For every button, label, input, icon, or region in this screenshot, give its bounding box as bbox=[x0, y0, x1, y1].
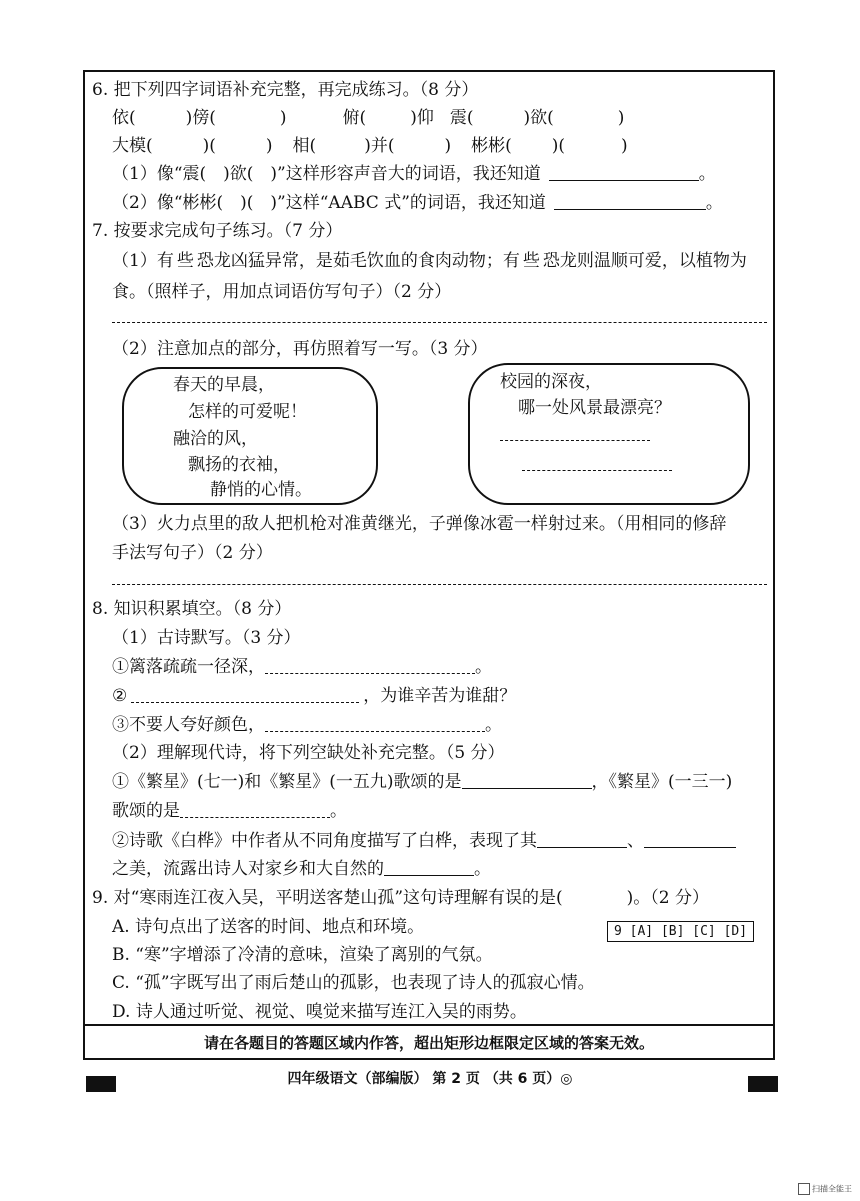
answer-blank[interactable] bbox=[462, 770, 592, 789]
q6-word: ) bbox=[621, 136, 628, 156]
poem-line: ③不要人夸好颜色， bbox=[112, 715, 265, 735]
q7-s1-text: 恐龙则温顺可爱，以植物为 bbox=[542, 251, 747, 271]
q7-s2: （2）注意加点的部分，再仿照着写一写。（3 分） bbox=[112, 339, 488, 359]
period: 。 bbox=[698, 164, 716, 184]
answer-blank[interactable] bbox=[265, 655, 475, 674]
fill-text: 之美，流露出诗人对家乡和大自然的 bbox=[112, 859, 384, 879]
answer-blank[interactable] bbox=[384, 857, 474, 876]
q6-sub2-text: （2）像“彬彬( )( )”这样“AABC 式”的词语，我还知道 bbox=[112, 193, 546, 213]
q6-word: )( bbox=[551, 136, 565, 156]
q8-poem-1 bbox=[112, 655, 492, 679]
fill-text: 、 bbox=[627, 831, 644, 851]
answer-blank[interactable] bbox=[644, 829, 736, 848]
q7-s1-line2: 食。（照样子，用加点词语仿写句子）（2 分） bbox=[112, 282, 452, 302]
answer-line[interactable] bbox=[112, 322, 767, 323]
dotted-word-youxie: 有些 bbox=[502, 251, 543, 271]
q6-word: )傍( bbox=[185, 108, 216, 128]
q9-option-c: C. “孤”字既写出了雨后楚山的孤影，也表现了诗人的孤寂心情。 bbox=[112, 973, 595, 993]
answer-bubble-box[interactable]: 9 [A] [B] [C] [D] bbox=[607, 921, 754, 942]
q6-word: ) bbox=[444, 136, 452, 156]
q6-word: )( bbox=[202, 136, 216, 156]
page-footer: 四年级语文（部编版） 第 2 页 （共 6 页）◎ bbox=[287, 1071, 573, 1087]
watermark-text: 扫描全能王 bbox=[812, 1184, 852, 1194]
fill-text: ，《繁星》(一三一) bbox=[591, 772, 733, 792]
q6-word: 俯( bbox=[342, 108, 367, 128]
bubble-answer-line[interactable] bbox=[522, 470, 672, 471]
q6-word: )欲( bbox=[523, 108, 554, 128]
period: 。 bbox=[485, 715, 502, 735]
dotted-word-youxie: 有些 bbox=[156, 251, 197, 271]
q7-s1-text: 恐龙凶猛异常，是茹毛饮血的食肉动物； bbox=[196, 251, 503, 271]
scanner-watermark bbox=[798, 1183, 852, 1195]
q9-title bbox=[92, 886, 709, 910]
q8-s2: （2）理解现代诗，将下列空缺处补充完整。（5 分） bbox=[112, 743, 505, 763]
bubble-line: 融洽的风， bbox=[173, 429, 258, 449]
q6-word: ) bbox=[265, 136, 273, 156]
bubble-line: 静悄的心情。 bbox=[210, 480, 312, 500]
bubble-line: 怎样的可爱呢！ bbox=[188, 402, 307, 422]
fill-text: ①《繁星》(七一)和《繁星》(一五九)歌颂的是 bbox=[112, 772, 462, 792]
q8-fill-1 bbox=[112, 770, 732, 794]
q7-s3-line2: 手法写句子）（2 分） bbox=[112, 543, 273, 563]
q9-option-b: B. “寒”字增添了冷清的意味，渲染了离别的气氛。 bbox=[112, 945, 493, 965]
bubble-answer-line[interactable] bbox=[500, 440, 650, 441]
answer-blank[interactable] bbox=[131, 684, 359, 703]
q8-fill-2 bbox=[112, 829, 736, 853]
q6-word: )仰 bbox=[410, 108, 434, 128]
q7-s3-line1: （3）火力点里的敌人把机枪对准黄继光，子弹像冰雹一样射过来。（用相同的修辞 bbox=[112, 514, 727, 534]
q9-option-a: A. 诗句点出了送客的时间、地点和环境。 bbox=[112, 917, 425, 937]
q6-sub1-text: （1）像“震( )欲( )”这样形容声音大的词语，我还知道 bbox=[112, 164, 541, 184]
answer-blank[interactable] bbox=[554, 191, 706, 210]
fill-text: ②诗歌《白桦》中作者从不同角度描写了白桦，表现了其 bbox=[112, 831, 537, 851]
q6-word: 相( bbox=[292, 136, 317, 156]
q8-fill-2b bbox=[112, 857, 491, 881]
answer-blank[interactable] bbox=[180, 799, 330, 818]
q9-option-d: D. 诗人通过听觉、视觉、嗅觉来描写连江入吴的雨势。 bbox=[112, 1002, 527, 1022]
q6-word: 依( bbox=[112, 108, 136, 128]
q8-s1: （1）古诗默写。（3 分） bbox=[112, 628, 301, 648]
period: 。 bbox=[475, 657, 492, 677]
q6-word: )并( bbox=[364, 136, 395, 156]
answer-line[interactable] bbox=[112, 584, 767, 585]
q6-word: 大模( bbox=[112, 136, 153, 156]
q6-word: ) bbox=[279, 108, 287, 128]
q6-row1 bbox=[112, 106, 624, 130]
q7-s1-line1 bbox=[112, 249, 747, 273]
q8-fill-1b bbox=[112, 799, 347, 823]
q6-title: 6. 把下列四字词语补充完整，再完成练习。（8 分） bbox=[92, 80, 479, 100]
q6-sub1 bbox=[112, 162, 716, 186]
answer-area-notice: 请在各题目的答题区域内作答，超出矩形边框限定区域的答案无效。 bbox=[85, 1024, 773, 1058]
bubble-line: 校园的深夜， bbox=[500, 372, 602, 392]
poem-line: ，为谁辛苦为谁甜？ bbox=[363, 686, 517, 706]
fill-text: 。 bbox=[474, 859, 491, 879]
q6-word: 彬彬( bbox=[471, 136, 512, 156]
answer-blank[interactable] bbox=[537, 829, 627, 848]
q8-poem-2 bbox=[112, 684, 516, 708]
q6-word: 震( bbox=[449, 108, 474, 128]
scanner-app-icon bbox=[798, 1183, 810, 1195]
q8-poem-3 bbox=[112, 713, 502, 737]
answer-blank[interactable] bbox=[265, 713, 485, 732]
q6-word: ) bbox=[617, 108, 625, 128]
q7-title: 7. 按要求完成句子练习。（7 分） bbox=[92, 221, 343, 241]
period: 。 bbox=[705, 193, 723, 213]
q7-s1-number: （1） bbox=[112, 251, 157, 271]
bubble-line: 哪一处风景最漂亮？ bbox=[518, 398, 671, 418]
answer-blank[interactable] bbox=[549, 162, 699, 181]
poem-number: ② bbox=[112, 686, 128, 706]
period: 。 bbox=[330, 801, 347, 821]
q9-title-end: )。（2 分） bbox=[626, 888, 709, 908]
fill-text: 歌颂的是 bbox=[112, 801, 180, 821]
q9-title-text: 9. 对“寒雨连江夜入吴，平明送客楚山孤”这句诗理解有误的是( bbox=[92, 888, 563, 908]
bubble-line: 春天的早晨， bbox=[173, 375, 275, 395]
poem-line: ①篱落疏疏一径深， bbox=[112, 657, 265, 677]
q6-sub2 bbox=[112, 191, 723, 215]
q8-title: 8. 知识积累填空。（8 分） bbox=[92, 599, 292, 619]
q6-row2 bbox=[112, 134, 628, 158]
bubble-line: 飘扬的衣袖， bbox=[188, 455, 290, 475]
